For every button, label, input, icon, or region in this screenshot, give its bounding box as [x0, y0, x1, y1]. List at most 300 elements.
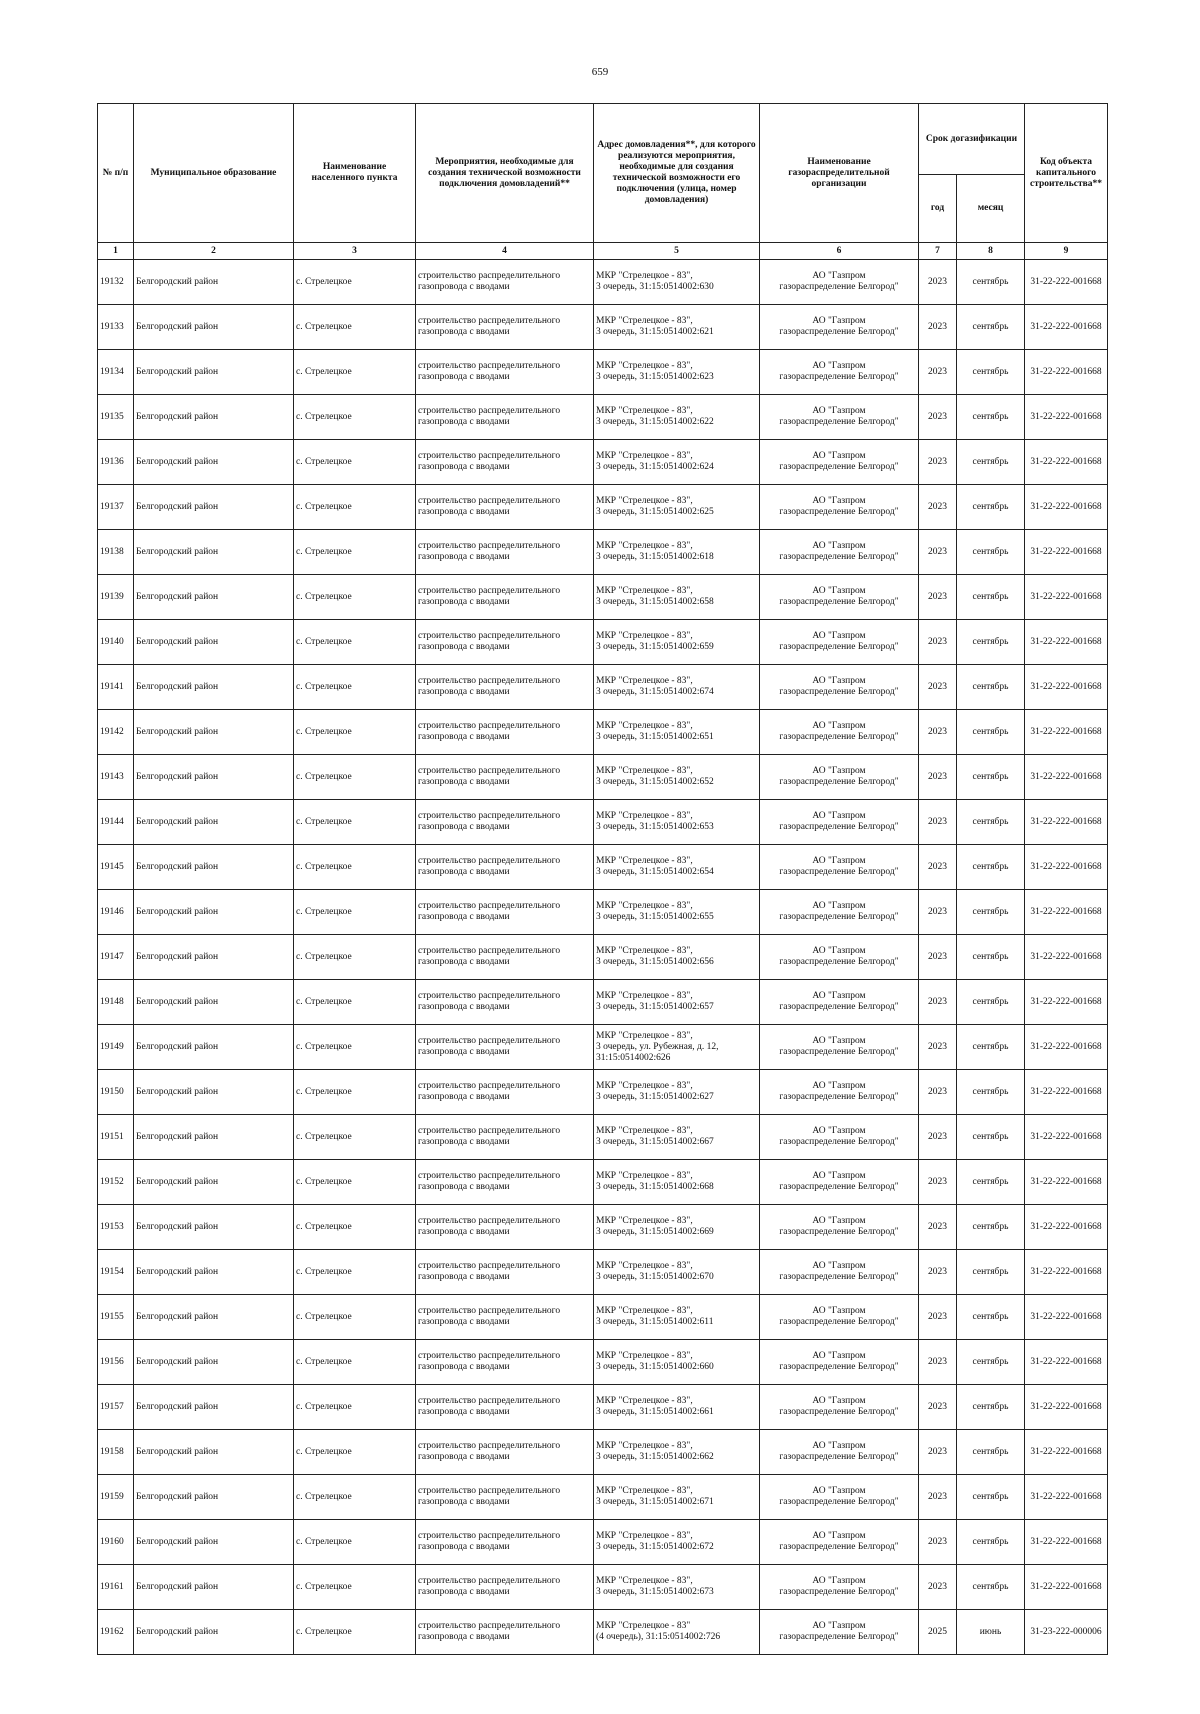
cell-organization-line: газораспределение Белгород" [779, 372, 899, 382]
cell-organization-line: АО "Газпром [812, 1531, 866, 1541]
cell-settlement: с. Стрелецкое [294, 710, 416, 755]
cell-organization [760, 350, 919, 395]
cell-municipality: Белгородский район [134, 1295, 294, 1340]
cell-measure-line: строительство распределительного [418, 451, 561, 461]
cell-measure-line: строительство распределительного [418, 1216, 561, 1226]
cell-num: 19162 [98, 1610, 134, 1655]
cell-code: 31-22-222-001668 [1025, 1565, 1108, 1610]
cell-organization-line: АО "Газпром [812, 1351, 866, 1361]
table-row [98, 980, 1108, 1025]
cell-settlement: с. Стрелецкое [294, 1385, 416, 1430]
cell-measure [416, 1250, 594, 1295]
table-row [98, 350, 1108, 395]
cell-address-line: 3 очередь, 31:15:0514002:673 [596, 1587, 714, 1597]
cell-code: 31-22-222-001668 [1025, 1115, 1108, 1160]
cell-municipality: Белгородский район [134, 1115, 294, 1160]
cell-month: сентябрь [957, 710, 1025, 755]
cell-settlement: с. Стрелецкое [294, 1160, 416, 1205]
cell-address-line: МКР "Стрелецкое - 83", [596, 901, 693, 911]
cell-measure-line: строительство распределительного [418, 1126, 561, 1136]
cell-measure-line: газопровода с вводами [418, 642, 510, 652]
header-year: год [919, 175, 957, 243]
cell-organization-line: газораспределение Белгород" [779, 957, 899, 967]
table-row [98, 1520, 1108, 1565]
cell-code: 31-22-222-001668 [1025, 890, 1108, 935]
header-settlement: Наименование населенного пункта [294, 104, 416, 243]
cell-measure-line: строительство распределительного [418, 406, 561, 416]
cell-address-line: МКР "Стрелецкое - 83", [596, 1171, 693, 1181]
cell-municipality: Белгородский район [134, 530, 294, 575]
cell-measure-line: строительство распределительного [418, 1441, 561, 1451]
cell-organization-line: АО "Газпром [812, 586, 866, 596]
cell-measure-line: газопровода с вводами [418, 1227, 510, 1237]
cell-settlement: с. Стрелецкое [294, 1475, 416, 1520]
cell-num: 19137 [98, 485, 134, 530]
cell-settlement: с. Стрелецкое [294, 755, 416, 800]
cell-address-line: 3 очередь, 31:15:0514002:624 [596, 462, 714, 472]
cell-municipality: Белгородский район [134, 845, 294, 890]
cell-organization-line: АО "Газпром [812, 1081, 866, 1091]
cell-address-line: 3 очередь, 31:15:0514002:651 [596, 732, 714, 742]
cell-organization [760, 305, 919, 350]
cell-organization-line: газораспределение Белгород" [779, 1407, 899, 1417]
cell-month: сентябрь [957, 1520, 1025, 1565]
cell-measure-line: газопровода с вводами [418, 687, 510, 697]
column-number-row [98, 243, 1108, 260]
cell-organization [760, 1520, 919, 1565]
cell-address-line: МКР "Стрелецкое - 83", [596, 1351, 693, 1361]
table-row [98, 485, 1108, 530]
cell-address-line: МКР "Стрелецкое - 83", [596, 721, 693, 731]
table-row [98, 1115, 1108, 1160]
cell-organization [760, 530, 919, 575]
cell-settlement: с. Стрелецкое [294, 575, 416, 620]
cell-organization [760, 1430, 919, 1475]
cell-address-line: МКР "Стрелецкое - 83", [596, 1030, 693, 1041]
cell-address [594, 440, 760, 485]
cell-measure-line: строительство распределительного [418, 1576, 561, 1586]
cell-organization-line: АО "Газпром [812, 361, 866, 371]
cell-year: 2023 [919, 620, 957, 665]
cell-address-line: 3 очередь, 31:15:0514002:672 [596, 1542, 714, 1552]
cell-address-line: 3 очередь, 31:15:0514002:621 [596, 327, 714, 337]
cell-address-line: 3 очередь, 31:15:0514002:658 [596, 597, 714, 607]
cell-organization-line: АО "Газпром [812, 856, 866, 866]
cell-address [594, 1340, 760, 1385]
cell-address-line: 3 очередь, 31:15:0514002:662 [596, 1452, 714, 1462]
cell-month: сентябрь [957, 1430, 1025, 1475]
cell-address [594, 1565, 760, 1610]
cell-measure-line: газопровода с вводами [418, 1182, 510, 1192]
cell-measure-line: строительство распределительного [418, 496, 561, 506]
cell-measure-line: строительство распределительного [418, 901, 561, 911]
cell-measure-line: газопровода с вводами [418, 1047, 510, 1057]
cell-municipality: Белгородский район [134, 260, 294, 305]
cell-measure-line: газопровода с вводами [418, 1632, 510, 1642]
cell-address [594, 935, 760, 980]
cell-month: сентябрь [957, 845, 1025, 890]
cell-measure-line: газопровода с вводами [418, 957, 510, 967]
table-row [98, 575, 1108, 620]
cell-organization-line: АО "Газпром [812, 721, 866, 731]
cell-municipality: Белгородский район [134, 1430, 294, 1475]
cell-measure [416, 395, 594, 440]
cell-address-line: МКР "Стрелецкое - 83", [596, 541, 693, 551]
cell-year: 2025 [919, 1610, 957, 1655]
cell-address-line: МКР "Стрелецкое - 83" [596, 1621, 691, 1631]
cell-measure [416, 1610, 594, 1655]
cell-organization [760, 890, 919, 935]
cell-measure-line: газопровода с вводами [418, 1362, 510, 1372]
table-row [98, 1250, 1108, 1295]
cell-municipality: Белгородский район [134, 1205, 294, 1250]
cell-address-line: МКР "Стрелецкое - 83", [596, 1441, 693, 1451]
cell-municipality: Белгородский район [134, 1565, 294, 1610]
cell-measure [416, 1340, 594, 1385]
cell-address [594, 485, 760, 530]
cell-measure-line: газопровода с вводами [418, 327, 510, 337]
cell-measure [416, 440, 594, 485]
cell-address [594, 890, 760, 935]
cell-measure [416, 1475, 594, 1520]
cell-municipality: Белгородский район [134, 395, 294, 440]
cell-address-line: МКР "Стрелецкое - 83", [596, 496, 693, 506]
cell-code: 31-23-222-000006 [1025, 1610, 1108, 1655]
cell-address-line: 3 очередь, 31:15:0514002:655 [596, 912, 714, 922]
cell-address-line: 31:15:0514002:626 [596, 1052, 671, 1063]
cell-num: 19135 [98, 395, 134, 440]
cell-measure [416, 755, 594, 800]
cell-address-line: 3 очередь, 31:15:0514002:654 [596, 867, 714, 877]
cell-month: июнь [957, 1610, 1025, 1655]
cell-year: 2023 [919, 665, 957, 710]
cell-organization-line: газораспределение Белгород" [779, 1362, 899, 1372]
cell-organization [760, 800, 919, 845]
cell-measure-line: строительство распределительного [418, 1081, 561, 1091]
cell-code: 31-22-222-001668 [1025, 395, 1108, 440]
cell-month: сентябрь [957, 305, 1025, 350]
cell-measure [416, 305, 594, 350]
cell-month: сентябрь [957, 260, 1025, 305]
cell-address-line: 3 очередь, 31:15:0514002:618 [596, 552, 714, 562]
cell-measure [416, 530, 594, 575]
column-number: 4 [416, 243, 594, 260]
table-row [98, 305, 1108, 350]
cell-month: сентябрь [957, 485, 1025, 530]
cell-num: 19150 [98, 1070, 134, 1115]
cell-address [594, 1025, 760, 1070]
cell-num: 19132 [98, 260, 134, 305]
cell-month: сентябрь [957, 980, 1025, 1025]
cell-organization-line: АО "Газпром [812, 1621, 866, 1631]
cell-num: 19133 [98, 305, 134, 350]
cell-settlement: с. Стрелецкое [294, 980, 416, 1025]
cell-code: 31-22-222-001668 [1025, 440, 1108, 485]
cell-address-line: МКР "Стрелецкое - 83", [596, 676, 693, 686]
cell-measure-line: газопровода с вводами [418, 1542, 510, 1552]
cell-code: 31-22-222-001668 [1025, 800, 1108, 845]
cell-measure-line: строительство распределительного [418, 1621, 561, 1631]
header-municipality: Муниципальное образование [134, 104, 294, 243]
column-number: 5 [594, 243, 760, 260]
cell-month: сентябрь [957, 1565, 1025, 1610]
cell-year: 2023 [919, 710, 957, 755]
cell-measure [416, 260, 594, 305]
cell-address [594, 1070, 760, 1115]
cell-measure [416, 575, 594, 620]
cell-address-line: 3 очередь, 31:15:0514002:670 [596, 1272, 714, 1282]
table-row [98, 1160, 1108, 1205]
cell-organization-line: АО "Газпром [812, 1036, 866, 1046]
cell-settlement: с. Стрелецкое [294, 620, 416, 665]
cell-month: сентябрь [957, 1025, 1025, 1070]
cell-municipality: Белгородский район [134, 1475, 294, 1520]
cell-organization-line: АО "Газпром [812, 541, 866, 551]
cell-code: 31-22-222-001668 [1025, 1070, 1108, 1115]
cell-address-line: МКР "Стрелецкое - 83", [596, 811, 693, 821]
cell-measure-line: строительство распределительного [418, 766, 561, 776]
cell-num: 19156 [98, 1340, 134, 1385]
cell-measure-line: строительство распределительного [418, 991, 561, 1001]
cell-measure-line: газопровода с вводами [418, 372, 510, 382]
cell-address-line: МКР "Стрелецкое - 83", [596, 586, 693, 596]
cell-code: 31-22-222-001668 [1025, 1340, 1108, 1385]
cell-measure-line: газопровода с вводами [418, 732, 510, 742]
cell-address [594, 1160, 760, 1205]
cell-organization [760, 485, 919, 530]
cell-settlement: с. Стрелецкое [294, 800, 416, 845]
cell-measure [416, 890, 594, 935]
cell-measure-line: строительство распределительного [418, 1396, 561, 1406]
cell-organization [760, 1160, 919, 1205]
table-row [98, 800, 1108, 845]
table-row [98, 530, 1108, 575]
table-row [98, 1340, 1108, 1385]
cell-num: 19139 [98, 575, 134, 620]
cell-organization-line: газораспределение Белгород" [779, 1272, 899, 1282]
cell-address [594, 800, 760, 845]
cell-measure-line: газопровода с вводами [418, 1272, 510, 1282]
table-row [98, 845, 1108, 890]
cell-organization-line: газораспределение Белгород" [779, 1047, 899, 1057]
cell-address-line: 3 очередь, 31:15:0514002:630 [596, 282, 714, 292]
cell-settlement: с. Стрелецкое [294, 1430, 416, 1475]
cell-organization-line: АО "Газпром [812, 946, 866, 956]
table-row [98, 1205, 1108, 1250]
cell-measure-line: газопровода с вводами [418, 597, 510, 607]
table-row [98, 710, 1108, 755]
cell-organization-line: АО "Газпром [812, 406, 866, 416]
cell-measure-line: газопровода с вводами [418, 417, 510, 427]
cell-address-line: 3 очередь, 31:15:0514002:611 [596, 1317, 714, 1327]
cell-year: 2023 [919, 485, 957, 530]
cell-num: 19141 [98, 665, 134, 710]
cell-code: 31-22-222-001668 [1025, 530, 1108, 575]
cell-organization-line: газораспределение Белгород" [779, 867, 899, 877]
cell-address-line: МКР "Стрелецкое - 83", [596, 991, 693, 1001]
cell-address-line: 3 очередь, 31:15:0514002:625 [596, 507, 714, 517]
cell-organization-line: газораспределение Белгород" [779, 417, 899, 427]
cell-municipality: Белгородский район [134, 1250, 294, 1295]
cell-address-line: МКР "Стрелецкое - 83", [596, 946, 693, 956]
cell-measure [416, 980, 594, 1025]
cell-address [594, 1475, 760, 1520]
cell-code: 31-22-222-001668 [1025, 350, 1108, 395]
cell-measure-line: газопровода с вводами [418, 1002, 510, 1012]
cell-code: 31-22-222-001668 [1025, 845, 1108, 890]
cell-address [594, 845, 760, 890]
cell-address-line: МКР "Стрелецкое - 83", [596, 1486, 693, 1496]
cell-organization-line: газораспределение Белгород" [779, 1632, 899, 1642]
cell-year: 2023 [919, 1475, 957, 1520]
cell-address [594, 710, 760, 755]
cell-address-line: 3 очередь, 31:15:0514002:657 [596, 1002, 714, 1012]
cell-year: 2023 [919, 350, 957, 395]
cell-num: 19138 [98, 530, 134, 575]
table-row [98, 260, 1108, 305]
cell-measure-line: строительство распределительного [418, 541, 561, 551]
cell-month: сентябрь [957, 620, 1025, 665]
cell-organization [760, 440, 919, 485]
cell-address [594, 1250, 760, 1295]
cell-settlement: с. Стрелецкое [294, 845, 416, 890]
cell-year: 2023 [919, 1430, 957, 1475]
cell-measure [416, 1430, 594, 1475]
cell-measure-line: газопровода с вводами [418, 1452, 510, 1462]
cell-organization-line: газораспределение Белгород" [779, 507, 899, 517]
cell-measure [416, 845, 594, 890]
cell-num: 19149 [98, 1025, 134, 1070]
cell-municipality: Белгородский район [134, 1520, 294, 1565]
cell-year: 2023 [919, 1250, 957, 1295]
cell-num: 19154 [98, 1250, 134, 1295]
table-row [98, 755, 1108, 800]
cell-code: 31-22-222-001668 [1025, 1385, 1108, 1430]
cell-month: сентябрь [957, 1340, 1025, 1385]
cell-organization-line: газораспределение Белгород" [779, 1452, 899, 1462]
table-row [98, 1070, 1108, 1115]
cell-code: 31-22-222-001668 [1025, 260, 1108, 305]
cell-organization-line: АО "Газпром [812, 631, 866, 641]
cell-municipality: Белгородский район [134, 440, 294, 485]
cell-municipality: Белгородский район [134, 710, 294, 755]
cell-address-line: 3 очередь, 31:15:0514002:622 [596, 417, 714, 427]
cell-address-line: 3 очередь, 31:15:0514002:659 [596, 642, 714, 652]
cell-settlement: с. Стрелецкое [294, 1115, 416, 1160]
gasification-table [97, 103, 1108, 1655]
cell-month: сентябрь [957, 1385, 1025, 1430]
cell-num: 19145 [98, 845, 134, 890]
cell-address-line: МКР "Стрелецкое - 83", [596, 631, 693, 641]
cell-measure-line: газопровода с вводами [418, 867, 510, 877]
cell-settlement: с. Стрелецкое [294, 305, 416, 350]
cell-measure-line: газопровода с вводами [418, 1317, 510, 1327]
cell-organization [760, 1070, 919, 1115]
cell-settlement: с. Стрелецкое [294, 440, 416, 485]
cell-municipality: Белгородский район [134, 1610, 294, 1655]
cell-num: 19151 [98, 1115, 134, 1160]
cell-code: 31-22-222-001668 [1025, 1430, 1108, 1475]
cell-address [594, 260, 760, 305]
cell-code: 31-22-222-001668 [1025, 1025, 1108, 1070]
header-code: Код объекта капитального строительства** [1025, 104, 1108, 243]
cell-settlement: с. Стрелецкое [294, 260, 416, 305]
table-row [98, 440, 1108, 485]
cell-year: 2023 [919, 530, 957, 575]
cell-address-line: 3 очередь, 31:15:0514002:674 [596, 687, 714, 697]
cell-address [594, 620, 760, 665]
cell-measure [416, 1070, 594, 1115]
cell-code: 31-22-222-001668 [1025, 1475, 1108, 1520]
cell-measure-line: строительство распределительного [418, 586, 561, 596]
cell-address-line: МКР "Стрелецкое - 83", [596, 361, 693, 371]
cell-num: 19155 [98, 1295, 134, 1340]
cell-measure [416, 350, 594, 395]
cell-organization-line: газораспределение Белгород" [779, 1227, 899, 1237]
cell-measure-line: строительство распределительного [418, 1531, 561, 1541]
cell-municipality: Белгородский район [134, 755, 294, 800]
cell-num: 19146 [98, 890, 134, 935]
cell-month: сентябрь [957, 665, 1025, 710]
cell-year: 2023 [919, 890, 957, 935]
cell-measure [416, 1205, 594, 1250]
cell-settlement: с. Стрелецкое [294, 1565, 416, 1610]
cell-organization [760, 755, 919, 800]
cell-year: 2023 [919, 305, 957, 350]
cell-num: 19144 [98, 800, 134, 845]
table-row [98, 935, 1108, 980]
cell-address-line: МКР "Стрелецкое - 83", [596, 1081, 693, 1091]
cell-organization-line: газораспределение Белгород" [779, 1182, 899, 1192]
table-row [98, 1475, 1108, 1520]
cell-address [594, 1520, 760, 1565]
column-number: 6 [760, 243, 919, 260]
cell-measure-line: строительство распределительного [418, 856, 561, 866]
cell-organization-line: АО "Газпром [812, 991, 866, 1001]
header-deadline: Срок догазификации [919, 104, 1025, 175]
cell-measure-line: газопровода с вводами [418, 1092, 510, 1102]
cell-address-line: МКР "Стрелецкое - 83", [596, 1531, 693, 1541]
cell-month: сентябрь [957, 395, 1025, 440]
cell-code: 31-22-222-001668 [1025, 1295, 1108, 1340]
cell-organization-line: газораспределение Белгород" [779, 822, 899, 832]
cell-address [594, 1385, 760, 1430]
cell-organization-line: газораспределение Белгород" [779, 642, 899, 652]
cell-organization [760, 1565, 919, 1610]
cell-settlement: с. Стрелецкое [294, 1025, 416, 1070]
cell-organization-line: газораспределение Белгород" [779, 687, 899, 697]
cell-num: 19136 [98, 440, 134, 485]
cell-measure [416, 620, 594, 665]
cell-measure-line: строительство распределительного [418, 721, 561, 731]
column-number: 8 [957, 243, 1025, 260]
cell-settlement: с. Стрелецкое [294, 1295, 416, 1340]
cell-settlement: с. Стрелецкое [294, 350, 416, 395]
cell-num: 19158 [98, 1430, 134, 1475]
cell-organization-line: газораспределение Белгород" [779, 552, 899, 562]
cell-year: 2023 [919, 1340, 957, 1385]
cell-address-line: МКР "Стрелецкое - 83", [596, 1261, 693, 1271]
cell-municipality: Белгородский район [134, 890, 294, 935]
cell-address-line: 3 очередь, 31:15:0514002:669 [596, 1227, 714, 1237]
cell-organization-line: газораспределение Белгород" [779, 1587, 899, 1597]
cell-measure-line: газопровода с вводами [418, 1497, 510, 1507]
cell-address-line: МКР "Стрелецкое - 83", [596, 856, 693, 866]
cell-address-line: 3 очередь, 31:15:0514002:623 [596, 372, 714, 382]
cell-organization-line: АО "Газпром [812, 676, 866, 686]
cell-municipality: Белгородский район [134, 1160, 294, 1205]
cell-month: сентябрь [957, 1070, 1025, 1115]
